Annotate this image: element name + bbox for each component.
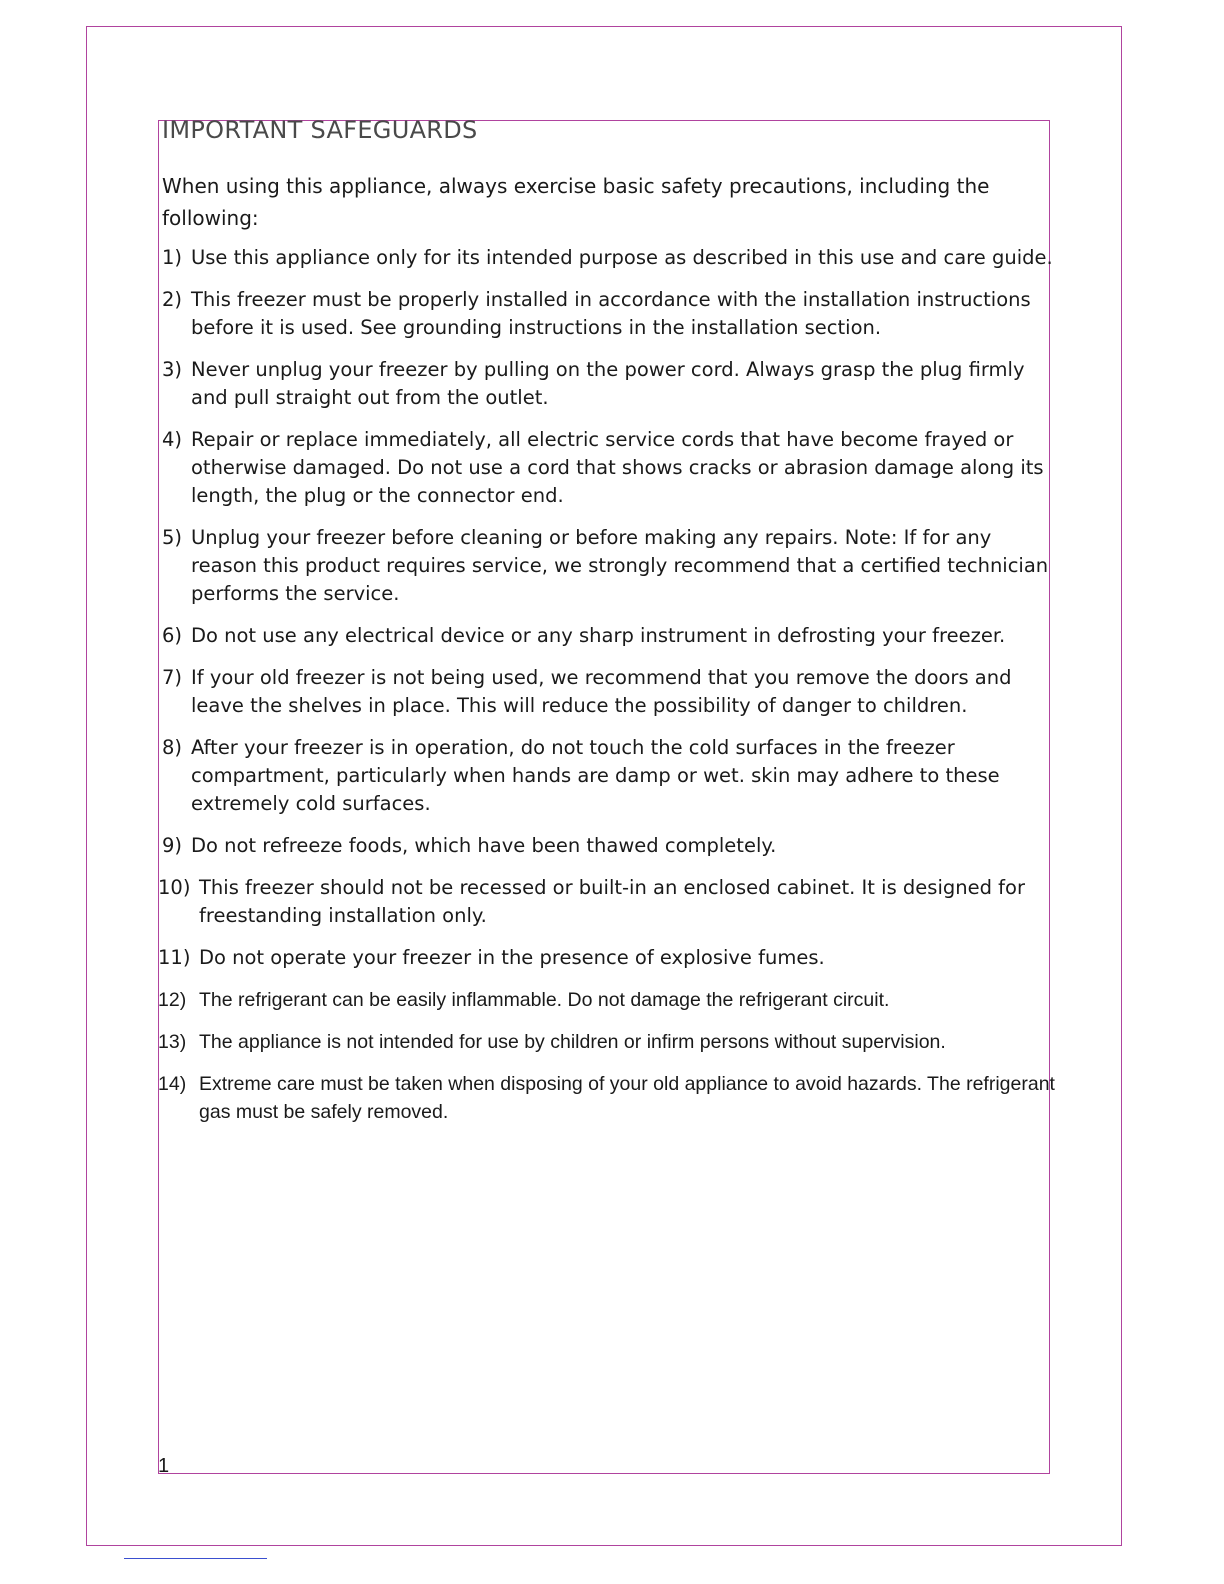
list-item: [162, 734, 1062, 818]
document-body: [158, 114, 1062, 1140]
safeguards-list: [158, 244, 1062, 1126]
list-item: [158, 874, 1062, 930]
item-text: This freezer should not be recessed or built-in an enclosed cabinet. It is designed for freestanding installation only.: [199, 876, 1025, 927]
list-item: [158, 986, 1062, 1014]
list-item: [158, 1028, 1062, 1056]
list-item: [162, 622, 1062, 650]
page-number: 1: [158, 1455, 170, 1477]
item-text: This freezer must be properly installed in accordance with the installation instructions before it is used. See grounding instructions in the installation section.: [191, 288, 1031, 339]
item-number: 7): [162, 666, 183, 689]
item-number: 2): [162, 288, 183, 311]
item-number: 12): [158, 989, 187, 1011]
item-text: Repair or replace immediately, all electric service cords that have become frayed or otherwise damaged. Do not use a cord that shows cracks or abrasion damage along its length, the plug or the connector end.: [191, 428, 1044, 507]
list-item: [158, 944, 1062, 972]
item-text: Never unplug your freezer by pulling on the power cord. Always grasp the plug firmly and pull straight out from the outlet.: [191, 358, 1025, 409]
footer-rule: [124, 1558, 267, 1559]
item-number: 11): [158, 946, 191, 969]
item-number: 3): [162, 358, 183, 381]
item-number: 9): [162, 834, 183, 857]
item-text: The refrigerant can be easily inflammable. Do not damage the refrigerant circuit.: [199, 989, 890, 1011]
list-item: [162, 832, 1062, 860]
item-text: Do not refreeze foods, which have been thawed completely.: [191, 834, 777, 857]
page-title: IMPORTANT SAFEGUARDS: [162, 116, 478, 144]
item-text: If your old freezer is not being used, we recommend that you remove the doors and leave the shelves in place. This will reduce the possibility of danger to children.: [191, 666, 1012, 717]
item-number: 10): [158, 876, 191, 899]
list-item: [162, 356, 1062, 412]
item-number: 13): [158, 1031, 187, 1053]
item-text: Do not use any electrical device or any sharp instrument in defrosting your freezer.: [191, 624, 1006, 647]
item-text: Unplug your freezer before cleaning or before making any repairs. Note: If for any reason this product requires service, we strongly recommend that a certified technician performs the service.: [191, 526, 1049, 605]
item-number: 8): [162, 736, 183, 759]
item-number: 1): [162, 246, 183, 269]
item-number: 14): [158, 1073, 187, 1095]
list-item: [162, 426, 1062, 510]
list-item: [162, 524, 1062, 608]
item-number: 4): [162, 428, 183, 451]
intro-paragraph: When using this appliance, always exercise basic safety precautions, including the following:: [162, 174, 990, 230]
item-text: Do not operate your freezer in the presence of explosive fumes.: [199, 946, 825, 969]
item-text: The appliance is not intended for use by children or infirm persons without supervision.: [199, 1031, 946, 1053]
item-text: After your freezer is in operation, do not touch the cold surfaces in the freezer compartment, particularly when hands are damp or wet. skin may adhere to these extremely cold surfaces.: [191, 736, 1000, 815]
list-item: [162, 664, 1062, 720]
list-item: [162, 244, 1062, 272]
item-number: 6): [162, 624, 183, 647]
item-number: 5): [162, 526, 183, 549]
list-item: [158, 1070, 1062, 1126]
list-item: [162, 286, 1062, 342]
item-text: Extreme care must be taken when disposing of your old appliance to avoid hazards. The refrigerant gas must be safely removed.: [199, 1073, 1055, 1123]
item-text: Use this appliance only for its intended purpose as described in this use and care guide.: [191, 246, 1053, 269]
